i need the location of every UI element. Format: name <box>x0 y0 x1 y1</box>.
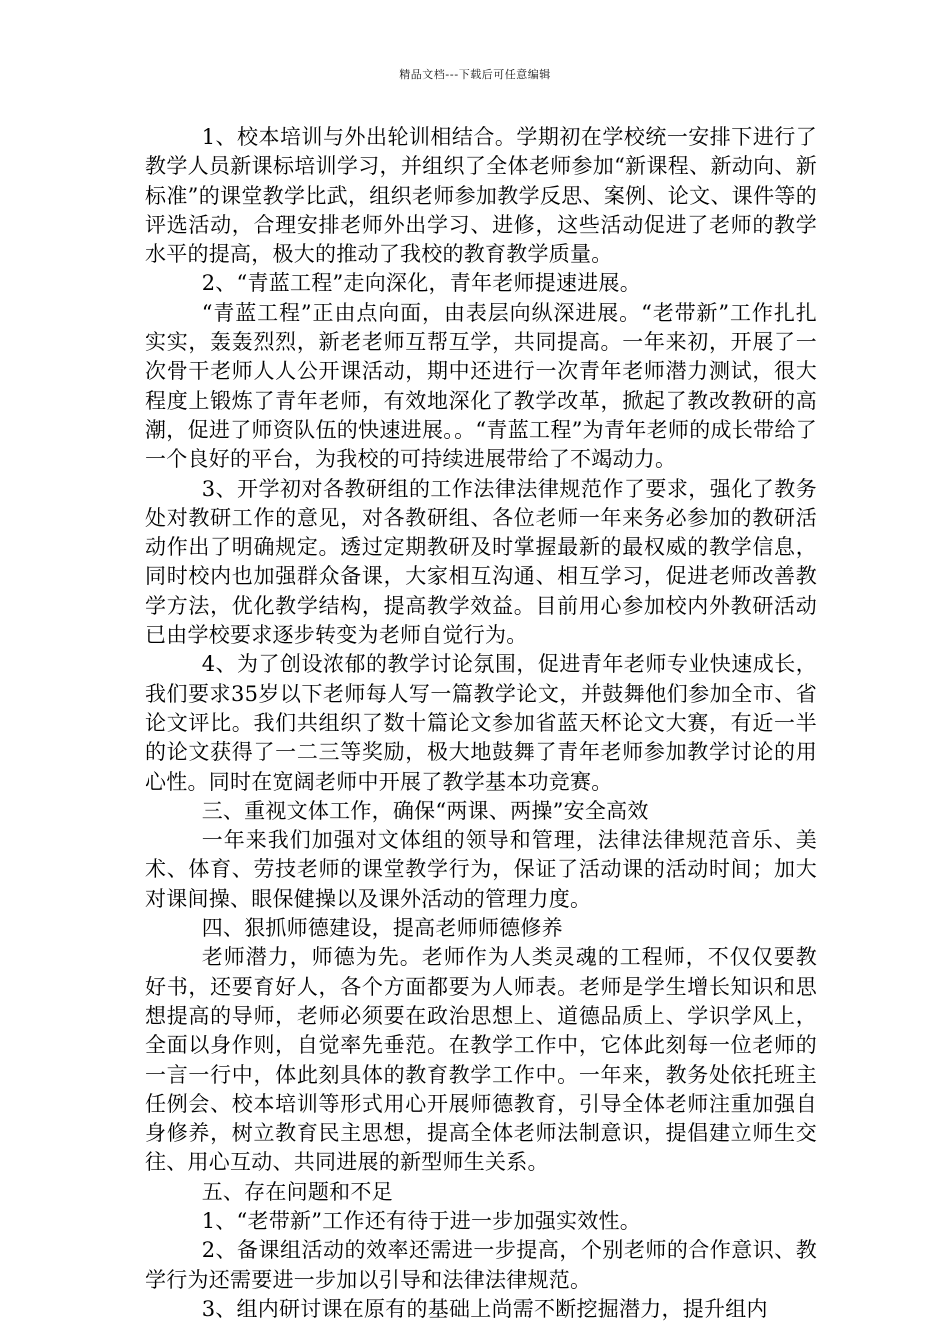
paragraph-12: 2、备课组活动的效率还需进一步提高，个别老师的合作意识、教学行为还需要进一步加以引导和法律法律规范。 <box>145 1238 817 1292</box>
document-body <box>145 123 817 1324</box>
paragraph-13: 3、组内研讨课在原有的基础上尚需不断挖掘潜力，提升组内 <box>201 1296 768 1321</box>
paragraph-11: 1、“老带新”工作还有待于进一步加强实效性。 <box>201 1208 642 1233</box>
page-header: 精品文档---下载后可任意编辑 <box>399 68 551 81</box>
paragraph-1: 1、校本培训与外出轮训相结合。学期初在学校统一安排下进行了教学人员新课标培训学习，并组织了全体老师参加“新课程、新动向、新标准”的课堂教学比武，组织老师参加教学反思、案例、论文、课件等的评选活动，合理安排老师外出学习、进修，这些活动促进了老师的教学水平的提高，极大的推动了我校的教育教学质量。 <box>145 125 817 267</box>
paragraph-3: “青蓝工程”正由点向面，由表层向纵深进展。“老带新”工作扎扎实实，轰轰烈烈，新老老师互帮互学，共同提高。一年来初，开展了一次骨干老师人人公开课活动，期中还进行一次青年老师潜力测试，很大程度上锻炼了青年老师，有效地深化了教学改革，掀起了教改教研的高潮，促进了师资队伍的快速进展。。“青蓝工程”为青年老师的成长带给了一个良好的平台，为我校的可持续进展带给了不竭动力。 <box>145 300 817 472</box>
paragraph-5: 4、为了创设浓郁的教学讨论氛围，促进青年老师专业快速成长，我们要求35岁以下老师每人写一篇教学论文，并鼓舞他们参加全市、省论文评比。我们共组织了数十篇论文参加省蓝天杯论文大赛，有近一半的论文获得了一二三等奖励，极大地鼓舞了青年老师参加教学讨论的用心性。同时在宽阔老师中开展了教学基本功竞赛。 <box>145 652 817 794</box>
paragraph-2: 2、“青蓝工程”走向深化，青年老师提速进展。 <box>201 271 642 296</box>
section-heading-4: 四、狠抓师德建设，提高老师师德修养 <box>201 916 563 941</box>
section-heading-5: 五、存在问题和不足 <box>201 1179 393 1204</box>
section-heading-3: 三、重视文体工作，确保“两课、两操”安全高效 <box>201 798 649 823</box>
paragraph-7: 一年来我们加强对文体组的领导和管理，法律法律规范音乐、美术、体育、劳技老师的课堂教学行为，保证了活动课的活动时间；加大对课间操、眼保健操以及课外活动的管理力度。 <box>145 828 817 911</box>
paragraph-4: 3、开学初对各教研组的工作法律法律规范作了要求，强化了教务处对教研工作的意见，对各教研组、各位老师一年来务必参加的教研活动作出了明确规定。透过定期教研及时掌握最新的最权威的教学信息，同时校内也加强群众备课，大家相互沟通、相互学习，促进老师改善教学方法，优化教学结构，提高教学效益。目前用心参加校内外教研活动已由学校要求逐步转变为老师自觉行为。 <box>145 476 817 648</box>
paragraph-9: 老师潜力，师德为先。老师作为人类灵魂的工程师，不仅仅要教好书，还要育好人，各个方面都要为人师表。老师是学生增长知识和思想提高的导师，老师必须要在政治思想上、道德品质上、学识学风上，全面以身作则，自觉率先垂范。在教学工作中，它体此刻每一位老师的一言一行中，体此刻具体的教育教学工作中。一年来，教务处依托班主任例会、校本培训等形式用心开展师德教育，引导全体老师注重加强自身修养，树立教育民主思想，提高全体老师法制意识，提倡建立师生交往、用心互动、共同进展的新型师生关系。 <box>145 945 817 1175</box>
